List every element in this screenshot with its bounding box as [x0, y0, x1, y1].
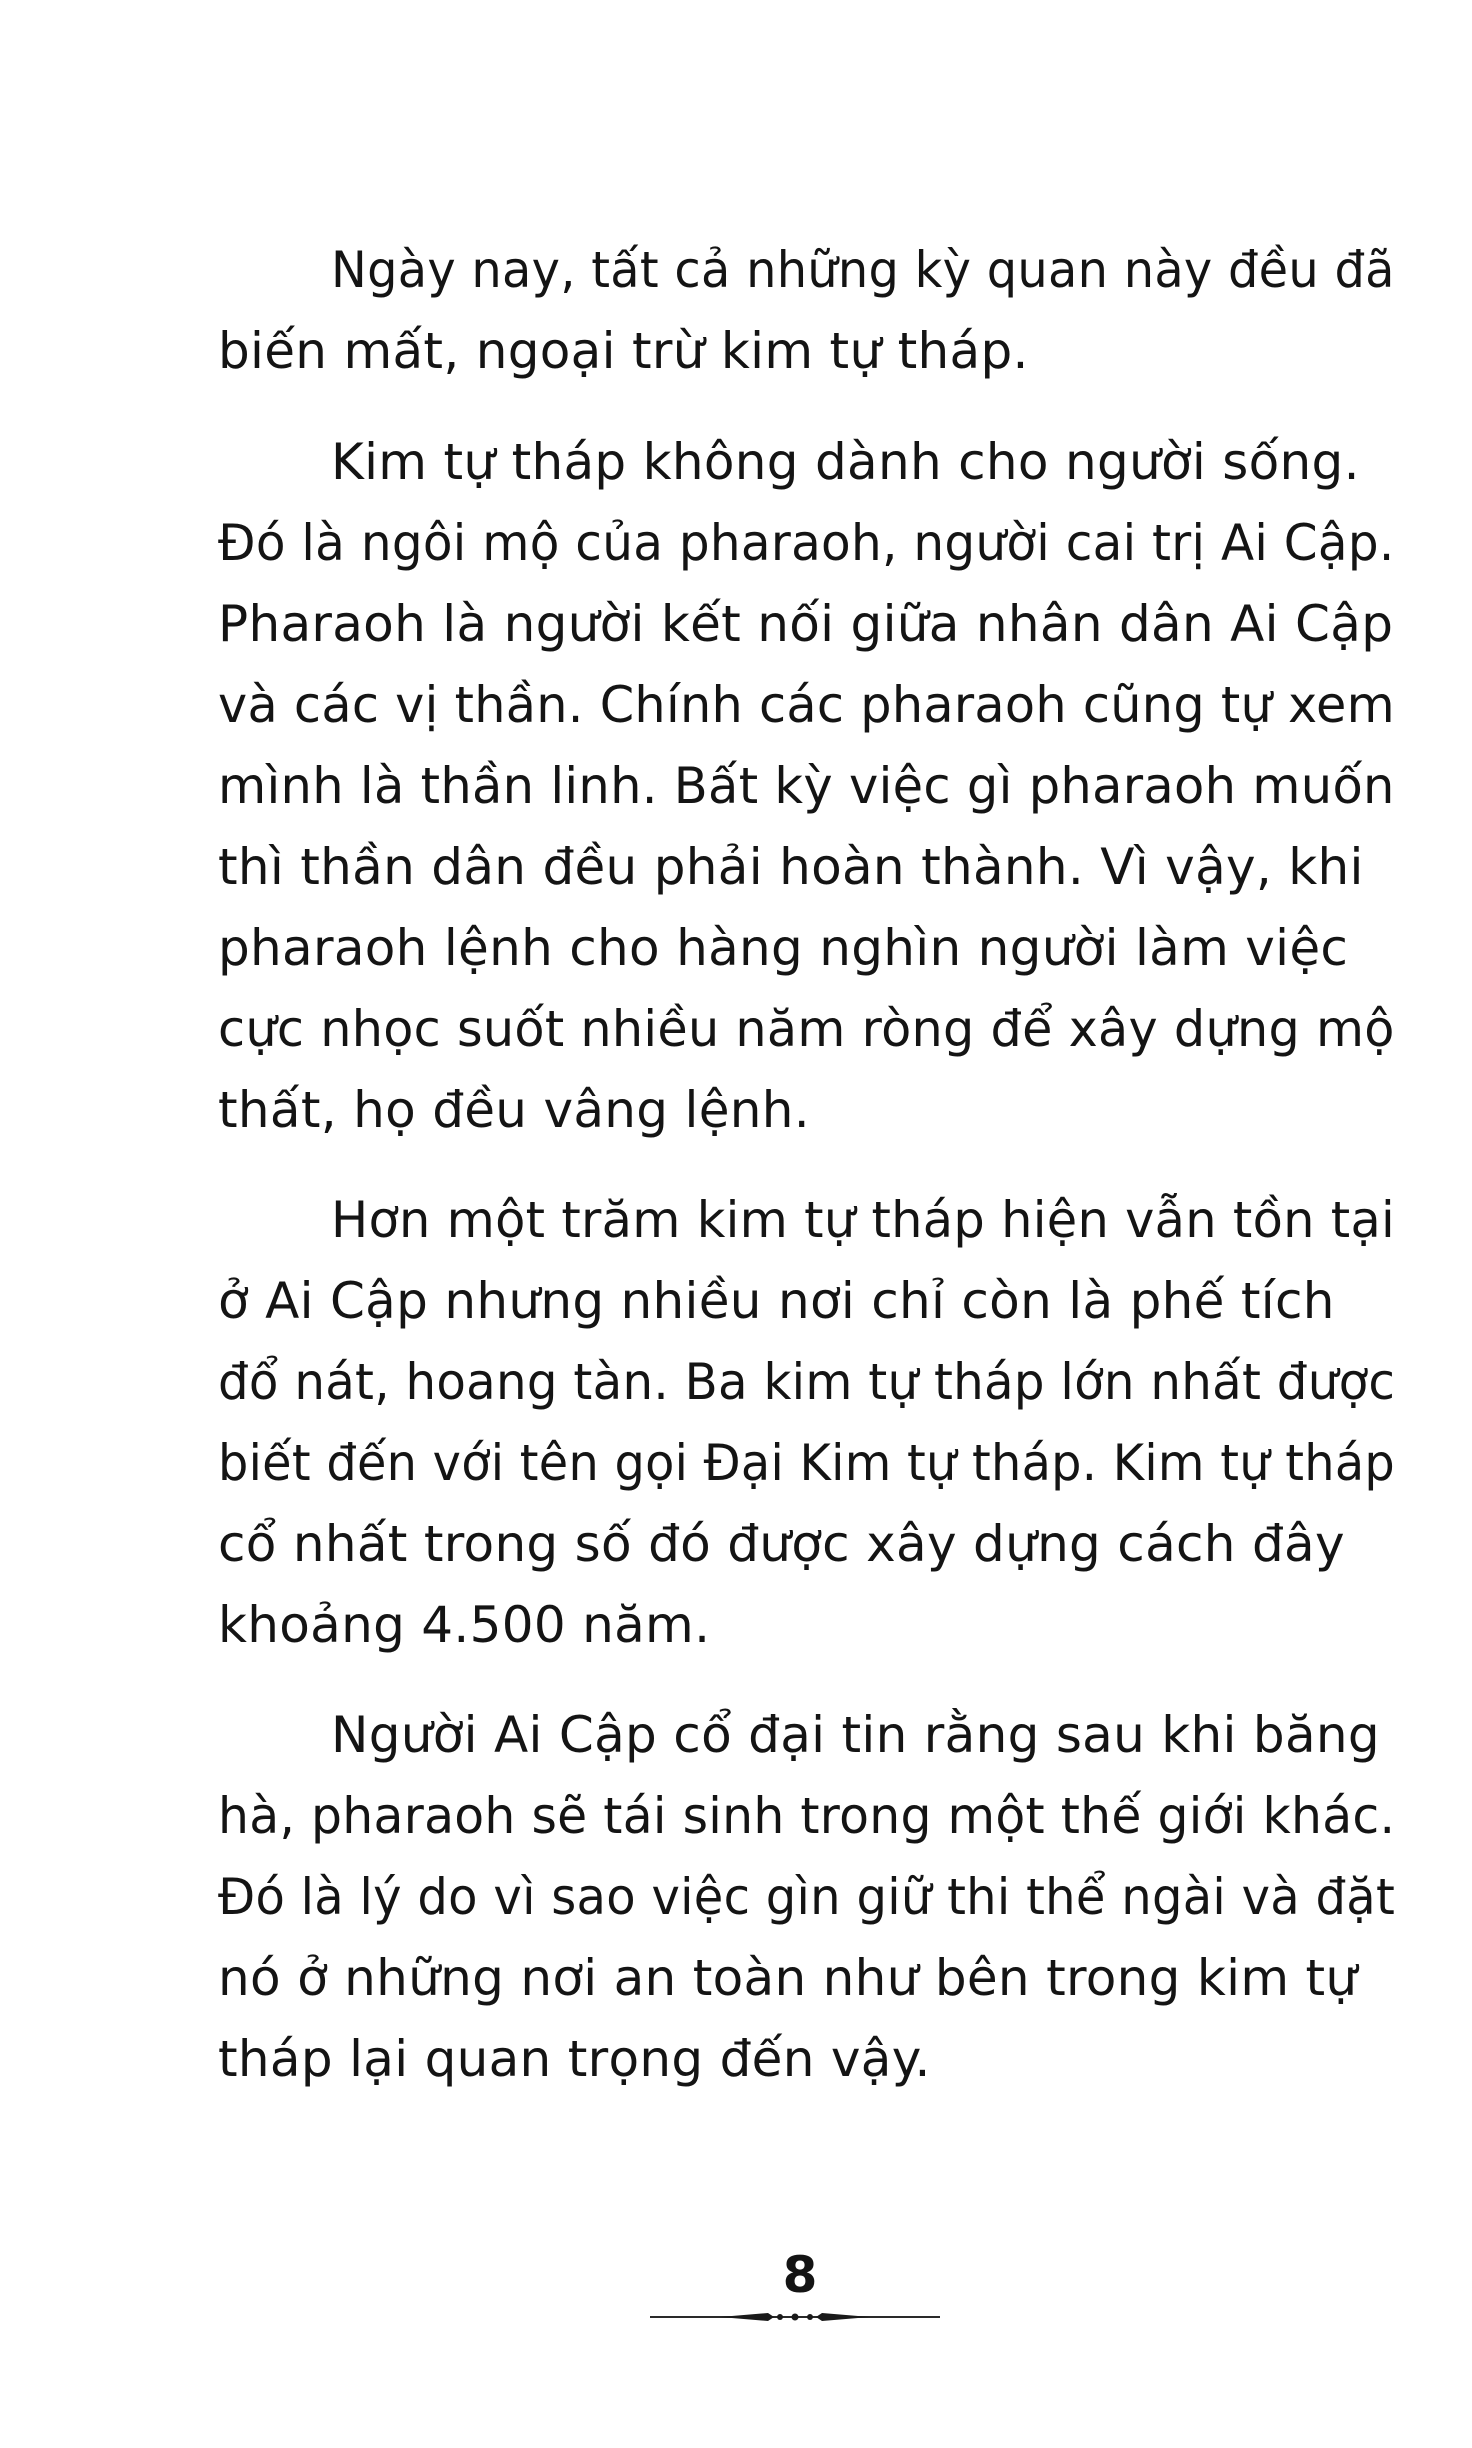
text-line: biến mất, ngoại trừ kim tự tháp. — [218, 322, 1029, 380]
text-line: Ngày nay, tất cả những kỳ quan này đều đã — [331, 241, 1395, 299]
text-line: ở Ai Cập nhưng nhiều nơi chỉ còn là phế tích — [218, 1272, 1335, 1330]
text-line: khoảng 4.500 năm. — [218, 1596, 711, 1654]
page-number-ornament — [650, 2307, 940, 2327]
text-line: nó ở những nơi an toàn như bên trong kim tự — [218, 1949, 1358, 2007]
text-line: Pharaoh là người kết nối giữa nhân dân Ai Cập — [218, 595, 1394, 653]
text-line: và các vị thần. Chính các pharaoh cũng tự xem — [218, 676, 1395, 734]
text-line: đổ nát, hoang tàn. Ba kim tự tháp lớn nhất được — [218, 1353, 1396, 1411]
text-line: mình là thần linh. Bất kỳ việc gì pharaoh muốn — [218, 757, 1395, 815]
text-line: thất, họ đều vâng lệnh. — [218, 1081, 810, 1139]
text-line: biết đến với tên gọi Đại Kim tự tháp. Kim tự tháp — [218, 1434, 1395, 1492]
text-line: cổ nhất trong số đó được xây dựng cách đây — [218, 1515, 1345, 1573]
text-line: Đó là ngôi mộ của pharaoh, người cai trị Ai Cập. — [218, 514, 1395, 572]
text-line: Hơn một trăm kim tự tháp hiện vẫn tồn tại — [331, 1191, 1396, 1249]
text-line: pharaoh lệnh cho hàng nghìn người làm việc — [218, 919, 1349, 977]
text-line: cực nhọc suốt nhiều năm ròng để xây dựng mộ — [218, 1000, 1395, 1058]
text-line: tháp lại quan trọng đến vậy. — [218, 2030, 931, 2088]
text-line: Người Ai Cập cổ đại tin rằng sau khi băng — [331, 1706, 1380, 1764]
text-line: thì thần dân đều phải hoàn thành. Vì vậy, khi — [218, 838, 1364, 896]
text-line: hà, pharaoh sẽ tái sinh trong một thế giới khác. — [218, 1787, 1396, 1845]
text-line: Kim tự tháp không dành cho người sống. — [331, 433, 1360, 491]
page-number: 8 — [782, 2246, 818, 2304]
text-line: Đó là lý do vì sao việc gìn giữ thi thể ngài và đặt — [218, 1868, 1396, 1926]
